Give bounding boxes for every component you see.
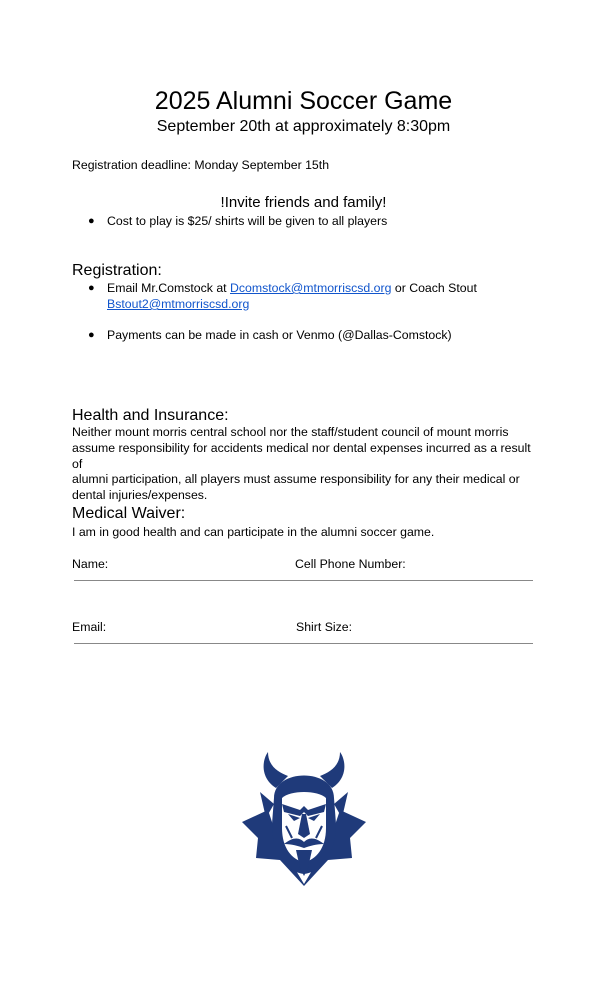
blue-devil-mascot-icon [238,748,370,888]
name-phone-line[interactable] [74,580,533,581]
health-line: dental injuries/expenses. [72,488,208,503]
shirt-size-label: Shirt Size: [296,620,353,634]
health-line: assume responsibility for accidents medical nor dental expenses incurred as a result of [72,440,531,471]
invite-line: !Invite friends and family! [220,194,387,211]
registration-heading: Registration: [72,262,162,279]
waiver-statement: I am in good health and can participate in the alumni soccer game. [72,525,435,539]
payments-bullet: Payments can be made in cash or Venmo (@Dallas-Comstock) [107,328,452,342]
bullet-dot: ● [88,215,95,227]
bullet-dot: ● [88,282,95,294]
email-shirt-line[interactable] [74,643,533,644]
health-paragraph [72,425,542,504]
event-date: September 20th at approximately 8:30pm [156,118,451,135]
page-title: 2025 Alumni Soccer Game [154,87,453,115]
email-middle: or Coach Stout [391,281,477,295]
email-prefix: Email Mr.Comstock at [107,281,230,295]
comstock-email-link[interactable]: Dcomstock@mtmorriscsd.org [230,281,392,295]
health-line: alumni participation, all players must assume responsibility for any their medical or [72,472,520,487]
registration-deadline: Registration deadline: Monday September 15th [72,158,330,172]
name-label: Name: [72,557,109,571]
stout-email-link[interactable]: Bstout2@mtmorriscsd.org [107,297,250,311]
waiver-heading: Medical Waiver: [72,505,186,522]
bullet-dot: ● [88,329,95,341]
email-label: Email: [72,620,107,634]
registration-email-bullet [107,280,547,312]
cost-bullet: Cost to play is $25/ shirts will be given to all players [107,214,388,228]
health-line: Neither mount morris central school nor the staff/student council of mount morris [72,425,509,439]
health-heading: Health and Insurance: [72,407,229,424]
phone-label: Cell Phone Number: [295,557,406,571]
